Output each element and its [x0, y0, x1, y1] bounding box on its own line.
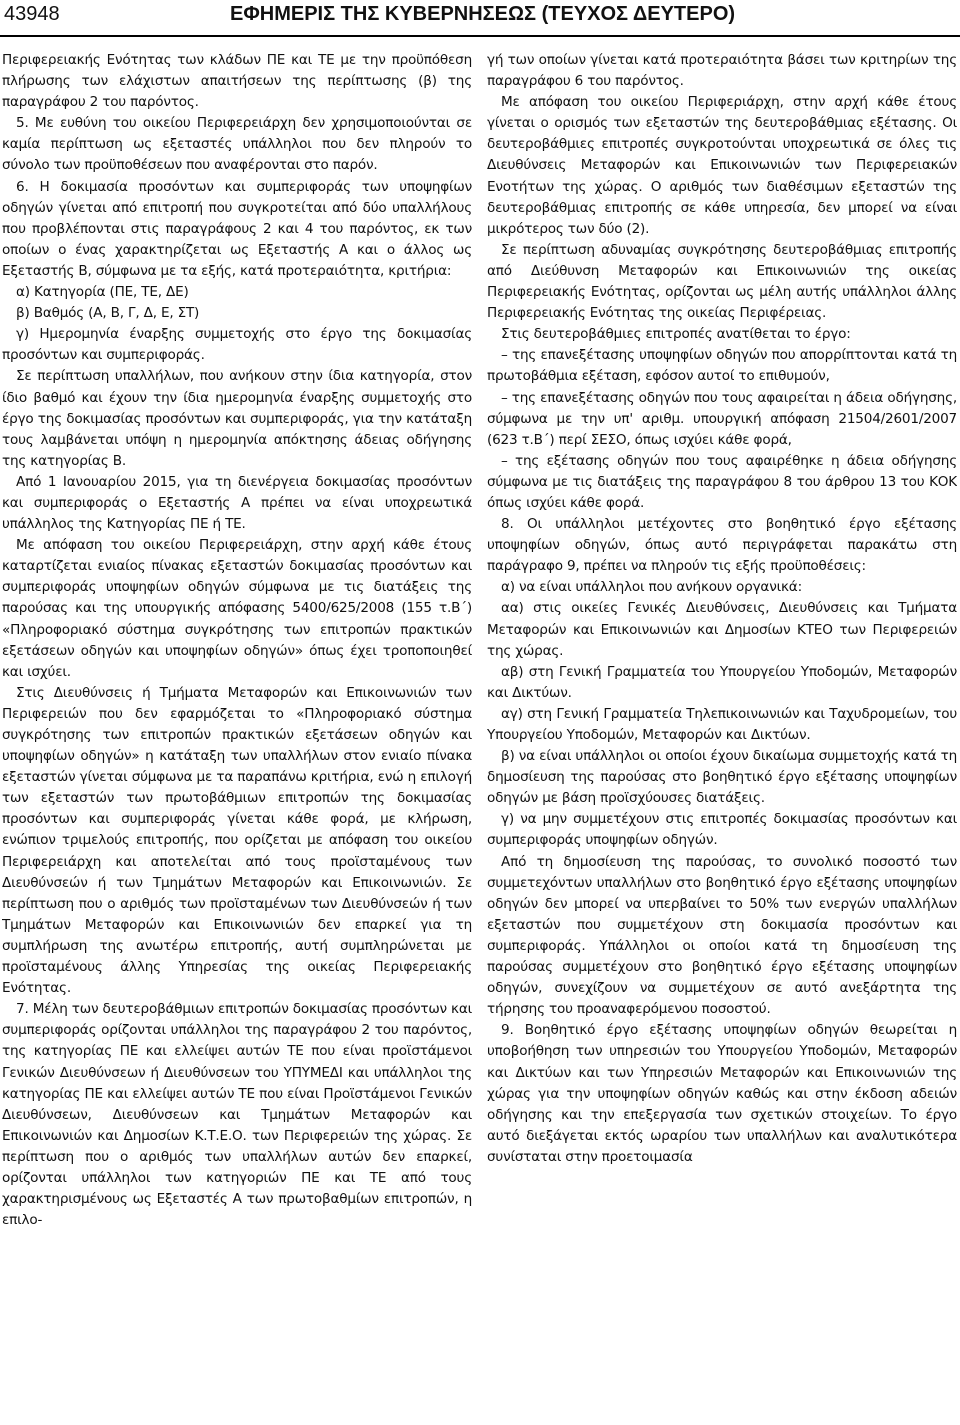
paragraph: – της επανεξέτασης οδηγών που τους αφαιρείται η άδεια οδήγησης, σύμφωνα με την υπ' αριθμ. υπουργική απόφαση 21504/2601/2007 (623 τ.Β΄) περί ΣΕΣΟ, όπως ισχύει κάθε φορά, — [487, 389, 957, 448]
paragraph: β) Βαθμός (Α, Β, Γ, Δ, Ε, ΣΤ) — [16, 305, 200, 322]
paragraph: – της επανεξέτασης υποψηφίων οδηγών που απορρίπτονται κατά τη πρωτοβάθμια εξέταση, εφόσον αυτοί το επιθυμούν, — [487, 347, 957, 385]
paragraph: γή των οποίων γίνεται κατά προτεραιότητα βάσει των κριτηρίων της παραγράφου 6 του παρόντος. — [487, 52, 957, 90]
paragraph: 5. Με ευθύνη του οικείου Περιφερειάρχη δεν χρησιμοποιούνται σε καμία περίπτωση ως εξεταστές υπάλληλοι που δεν πληρούν το σύνολο των προϋποθέσεων που αναφέρονται στο παρόν. — [2, 115, 472, 174]
paragraph: β) να είναι υπάλληλοι οι οποίοι έχουν δικαίωμα συμμετοχής κατά τη δημοσίευση της παρούσας στο βοηθητικό έργο εξέτασης υποψηφίων οδηγών με βάση προϊσχύουσες διατάξεις. — [487, 748, 957, 807]
header-rule — [0, 35, 960, 37]
paragraph: γ) Ημερομηνία έναρξης συμμετοχής στο έργο της δοκιμασίας προσόντων και συμπεριφοράς. — [2, 326, 472, 364]
paragraph: Με απόφαση του οικείου Περιφερειάρχη, στην αρχή κάθε έτους καταρτίζεται ενιαίος πίνακας εξεταστών δοκιμασίας προσόντων και συμπεριφοράς υποψηφίων οδηγών σύμφωνα με τις διατάξεις της παρούσας και της υπουργικής απόφασης 5400/625/2008 (155 τ.Β΄) «Πληροφοριακό σύστημα συγκρότησης των επιτροπών πρακτικών εξετάσεων οδηγών και υποψηφίων οδηγών» όπως έχει τροποποιηθεί και ισχύει. — [2, 537, 472, 680]
page-header — [0, 0, 960, 34]
paragraph: 6. Η δοκιμασία προσόντων και συμπεριφοράς των υποψηφίων οδηγών γίνεται από επιτροπή που συγκροτείται από δύο υπαλλήλους που προβλέπονται στις παραγράφους 2 και 4 του παρόντος, εκ των οποίων ο ένας χαρακτηρίζεται ως Εξεταστής Α και ο άλλος ως Εξεταστής Β, σύμφωνα με τα εξής, κατά προτεραιότητα, κριτήρια: — [2, 178, 472, 279]
paragraph: Σε περίπτωση αδυναμίας συγκρότησης δευτεροβάθμιας επιτροπής από Διεύθυνση Μεταφορών και Επικοινωνιών της οικείας Περιφερειακής Ενότητας, ορίζονται ως μέλη αυτής υπάλληλοι άλλης Περιφερειακής Ενότητας της οικείας Περιφέρειας. — [487, 241, 957, 322]
paragraph: 9. Βοηθητικό έργο εξέτασης υποψηφίων οδηγών θεωρείται η υποβοήθηση των υπηρεσιών του Υπουργείου Υποδομών, Μεταφορών και Δικτύων και των Υπηρεσιών Μεταφορών και Επικοινωνιών της χώρας για την υποψηφίων οδηγών καθώς και στην έκδοση αδειών οδήγησης και την επεξεργασία των σχετικών στοιχείων. Το έργο αυτό διεξάγεται εκτός ωραρίου των υπαλλήλων και αναλυτικότερα συνίσταται στην προετοιμασία — [487, 1022, 957, 1165]
paragraph: Στις Διευθύνσεις ή Τμήματα Μεταφορών και Επικοινωνιών των Περιφερειών που δεν εφαρμόζεται το «Πληροφοριακό σύστημα συγκρότησης των επιτροπών πρακτικών εξετάσεων οδηγών και υποψηφίων οδηγών» η κατάταξη των υπαλλήλων στον ενιαίο πίνακα εξεταστών γίνεται σύμφωνα με τα παραπάνω κριτήρια, ενώ η επιλογή των εξεταστών των πρωτοβάθμιων επιτροπών της δοκιμασίας προσόντων και συμπεριφοράς γίνεται κάθε φορά, με κλήρωση, ενώπιον τριμελούς επιτροπής, που ορίζεται με απόφαση του οικείου Περιφερειάρχη και αποτελείται από τους προϊσταμένους των Διευθύνσεών ή των Τμημάτων Μεταφορών και Επικοινωνιών. Σε περίπτωση που ο αριθμός των προϊσταμένων των Διευθύνσεών ή των Τμημάτων Μεταφορών και Επικοινωνιών δεν επαρκεί για τη συμπλήρωση της ανωτέρω επιτροπής, αυτή συμπληρώνεται με προϊσταμένους άλλης Υπηρεσίας της οικείας Περιφερειακής Ενότητας. — [2, 684, 472, 997]
paragraph: Περιφερειακής Ενότητας των κλάδων ΠΕ και ΤΕ με την προϋπόθεση πλήρωσης των ελάχιστων απαιτήσεων της περίπτωσης (β) της παραγράφου 2 του παρόντος. — [2, 52, 472, 111]
paragraph: Σε περίπτωση υπαλλήλων, που ανήκουν στην ίδια κατηγορία, στον ίδιο βαθμό και έχουν την ίδια ημερομηνία έναρξης συμμετοχής στο έργο της δοκιμασίας προσόντων και συμπεριφοράς, για την κατάταξη τους λαμβάνεται υπόψη η ημερομηνία απόκτησης άδειας οδήγησης της κατηγορίας Β. — [2, 368, 472, 469]
paragraph: Από τη δημοσίευση της παρούσας, το συνολικό ποσοστό των συμμετεχόντων υπαλλήλων στο βοηθητικό έργο εξέτασης υποψηφίων οδηγών δεν μπορεί να υπερβαίνει το 50% των ενεργών υπαλλήλων εξεταστών που συμμετέχουν στη δοκιμασία προσόντων και συμπεριφοράς. Υπάλληλοι οι οποίοι κατά τη δημοσίευση της παρούσας συμμετέχουν στο βοηθητικό έργο εξέτασης υποψηφίων οδηγών, συνεχίζουν να συμμετέχουν σε αυτό ανεξάρτητα της τήρησης του προαναφερόμενου ποσοστού. — [487, 853, 957, 1018]
paragraph: αβ) στη Γενική Γραμματεία του Υπουργείου Υποδομών, Μεταφορών και Δικτύων. — [487, 663, 957, 701]
paragraph: Από 1 Ιανουαρίου 2015, για τη διενέργεια δοκιμασίας προσόντων και συμπεριφοράς ο Εξεταστής Α πρέπει να είναι υποχρεωτικά υπάλληλος της Κατηγορίας ΠΕ ή ΤΕ. — [2, 473, 472, 533]
left-column — [2, 50, 472, 1422]
journal-title: ΕΦΗΜΕΡΙΣ ΤΗΣ ΚΥΒΕΡΝΗΣΕΩΣ (ΤΕΥΧΟΣ ΔΕΥΤΕΡΟ) — [230, 3, 736, 25]
right-column — [487, 50, 957, 1422]
paragraph: Με απόφαση του οικείου Περιφεριάρχη, στην αρχή κάθε έτους γίνεται ο ορισμός των εξεταστών της δευτεροβάθμιας εξέτασης. Οι δευτεροβάθμιες επιτροπές συγκροτούνται υποχρεωτικά σε όλες τις Διευθύνσεις Μεταφορών και Επικοινωνιών των Περιφερειακών Ενοτήτων της χώρας. Ο αριθμός των διαθέσιμων εξεταστών της δευτεροβάθμιας επιτροπής σε κάθε υπηρεσία, δεν μπορεί να είναι μικρότερος των δύο (2). — [487, 94, 957, 237]
paragraph: α) να είναι υπάλληλοι που ανήκουν οργανικά: — [501, 579, 802, 596]
paragraph: α) Κατηγορία (ΠΕ, ΤΕ, ΔΕ) — [16, 284, 189, 301]
paragraph: αγ) στη Γενική Γραμματεία Τηλεπικοινωνιών και Ταχυδρομείων, του Υπουργείου Υποδομών, Μεταφορών και Δικτύων. — [487, 705, 957, 743]
paragraph: 7. Μέλη των δευτεροβάθμιων επιτροπών δοκιμασίας προσόντων και συμπεριφοράς ορίζονται υπάλληλοι της παραγράφου 2 του παρόντος, της κατηγορίας ΠΕ και ελλείψει αυτών ΤΕ που είναι προϊστάμενοι Γενικών Διευθύνσεων ή Διευθύνσεων του ΥΠΥΜΕΔΙ και υπάλληλοι της κατηγορίας ΠΕ και ελλείψει αυτών ΤΕ που είναι Προϊστάμενοι Γενικών Διευθύνσεων, Διευθύνσεων και Τμημάτων Μεταφορών και Επικοινωνιών και Δημοσίων Κ.Τ.Ε.Ο. των Περιφερειών της χώρας. Σε περίπτωση που ο αριθμός των υπαλλήλων αυτών δεν επαρκεί, ορίζονται υπάλληλοι των κατηγοριών ΠΕ και ΤΕ από τους χαρακτηρισμένους ως Εξεταστές Α των πρωτοβαθμίων επιτροπών, η επιλο- — [2, 1001, 472, 1229]
page-number: 43948 — [4, 3, 60, 25]
paragraph: – της εξέτασης οδηγών που τους αφαιρέθηκε η άδεια οδήγησης σύμφωνα με τις διατάξεις της παραγράφου 8 του άρθρου 13 του ΚΟΚ όπως ισχύει κάθε φορά. — [487, 452, 957, 511]
paragraph: αα) στις οικείες Γενικές Διευθύνσεις, Διευθύνσεις και Τμήματα Μεταφορών και Επικοινωνιών και Δημοσίων ΚΤΕΟ των Περιφερειών της χώρας. — [487, 600, 957, 659]
paragraph: 8. Οι υπάλληλοι μετέχοντες στο βοηθητικό έργο εξέτασης υποψηφίων οδηγών, όπως αυτό περιγράφεται παρακάτω στη παράγραφο 9, πρέπει να πληρούν τις εξής προϋποθέσεις: — [487, 516, 957, 575]
paragraph: γ) να μην συμμετέχουν στις επιτροπές δοκιμασίας προσόντων και συμπεριφοράς υποψηφίων οδηγών. — [487, 811, 957, 849]
paragraph: Στις δευτεροβάθμιες επιτροπές ανατίθεται το έργο: — [501, 326, 851, 343]
